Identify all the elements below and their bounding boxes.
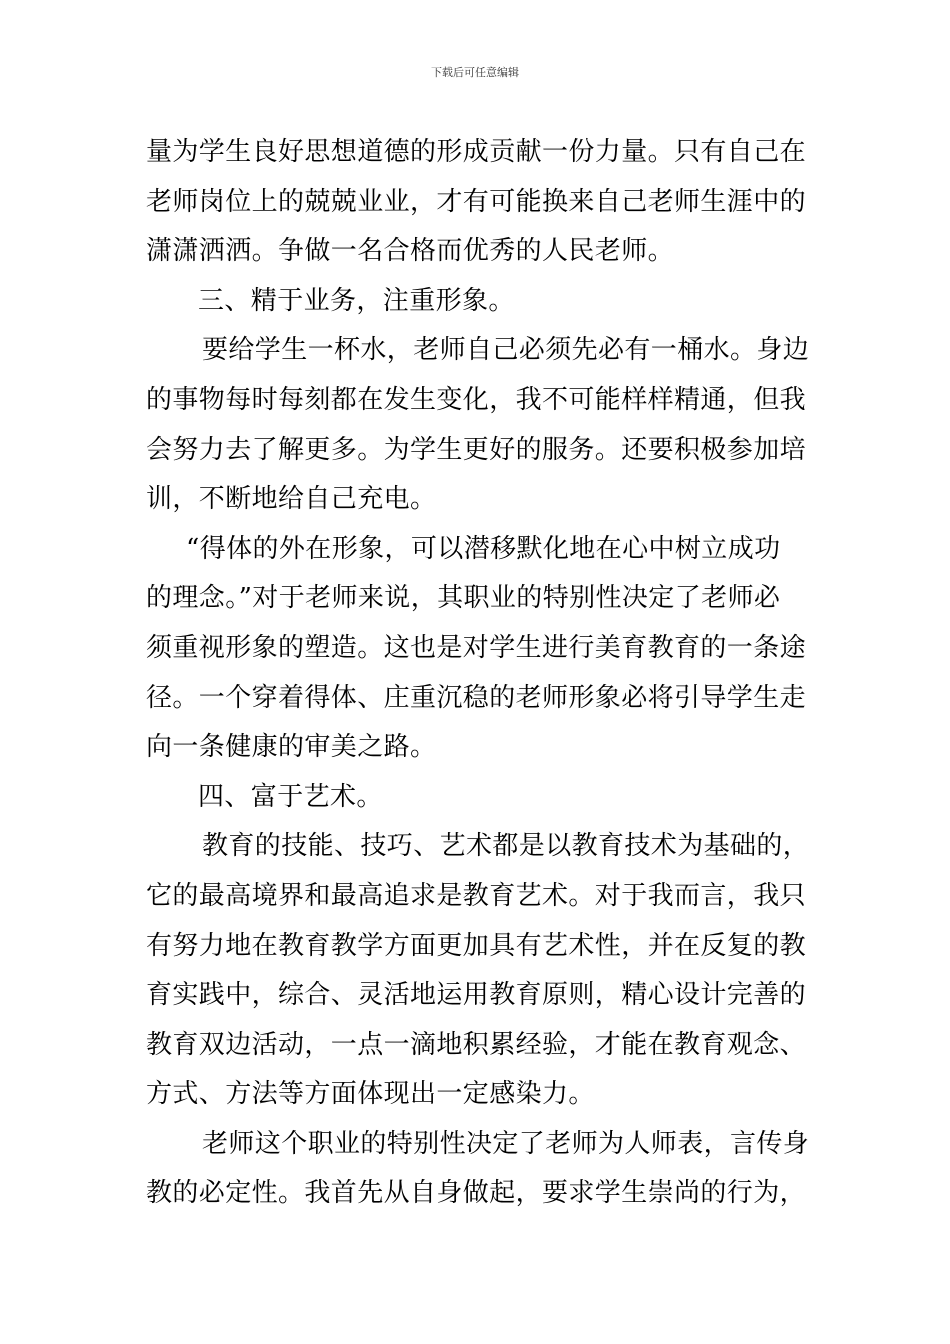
text-line: 育实践中，综合、灵活地运用教育原则，精心设计完善的	[146, 980, 807, 1011]
text-line: 要给学生一杯水，老师自己必须先必有一桶水。身边	[202, 335, 810, 366]
text-line: 方式、方法等方面体现出一定感染力。	[146, 1079, 595, 1110]
section-heading: 四、富于艺术。	[198, 781, 383, 812]
text-line: 须重视形象的塑造。这也是对学生进行美育教育的一条途	[146, 632, 807, 663]
text-line: 老师这个职业的特别性决定了老师为人师表，言传身	[202, 1128, 810, 1159]
text-line: 有努力地在教育教学方面更加具有艺术性，并在反复的教	[146, 930, 807, 961]
text-line: 教的必定性。我首先从自身做起，要求学生崇尚的行为，	[146, 1178, 807, 1209]
body-text	[146, 128, 810, 1219]
text-line: 向一条健康的审美之路。	[146, 732, 437, 763]
text-line: 教育双边活动，一点一滴地积累经验，才能在教育观念、	[146, 1029, 807, 1060]
text-line: 教育的技能、技巧、艺术都是以教育技术为基础的，	[202, 831, 810, 862]
text-line: 量为学生良好思想道德的形成贡献一份力量。只有自己在	[146, 137, 807, 167]
text-line: 径。一个穿着得体、庄重沉稳的老师形象必将引导学生走	[146, 682, 807, 713]
text-line: 的理念。”对于老师来说，其职业的特别性决定了老师必	[146, 583, 781, 614]
text-line: 老师岗位上的兢兢业业，才有可能换来自己老师生涯中的	[146, 186, 807, 217]
page-header-note: 下载后可任意编辑	[431, 66, 519, 79]
text-line: “得体的外在形象，可以潜移默化地在心中树立成功	[186, 533, 781, 564]
text-line: 训，不断地给自己充电。	[146, 484, 437, 515]
text-line: 它的最高境界和最高追求是教育艺术。对于我而言，我只	[146, 880, 807, 911]
text-line: 的事物每时每刻都在发生变化，我不可能样样精通，但我	[146, 384, 807, 415]
text-line: 潇潇洒洒。争做一名合格而优秀的人民老师。	[146, 236, 675, 267]
text-line: 会努力去了解更多。为学生更好的服务。还要积极参加培	[146, 434, 807, 465]
section-heading: 三、精于业务，注重形象。	[198, 285, 515, 316]
